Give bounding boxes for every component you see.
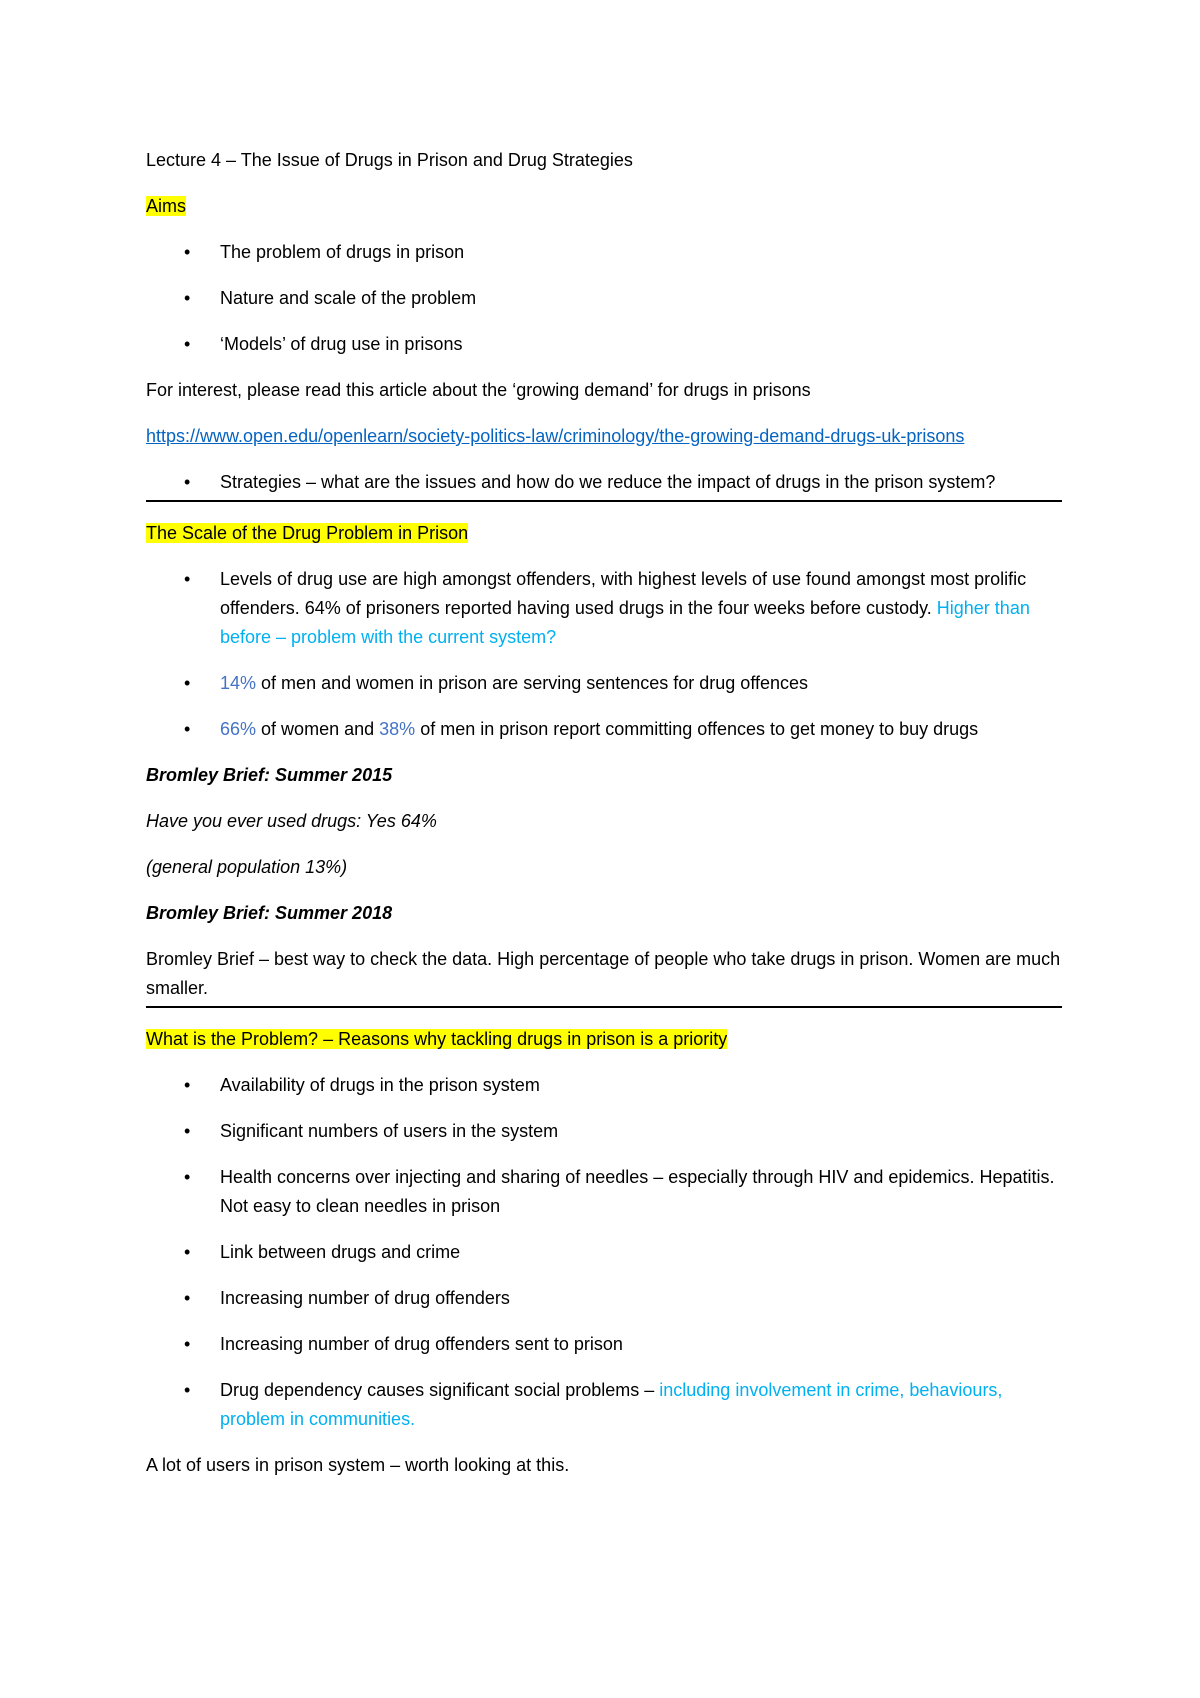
list-item: [146, 565, 1062, 652]
aims-heading: [146, 192, 1062, 221]
problem-list: [146, 1071, 1062, 1434]
scale-heading: [146, 519, 1062, 548]
article-link-paragraph: [146, 422, 1062, 451]
list-item: • ‘Models’ of drug use in prisons: [146, 330, 1062, 359]
list-item: • Increasing number of drug offenders: [146, 1284, 1062, 1313]
article-link[interactable]: https://www.open.edu/openlearn/society-politics-law/criminology/the-growing-demand-drugs-uk-prisons: [146, 426, 965, 446]
aims-list: [146, 238, 1062, 359]
lecture-title: Lecture 4 – The Issue of Drugs in Prison and Drug Strategies: [146, 150, 633, 170]
list-item: • The problem of drugs in prison: [146, 238, 1062, 267]
interest-note: For interest, please read this article about the ‘growing demand’ for drugs in prisons: [146, 380, 811, 400]
list-item: [146, 715, 1062, 744]
scale-item-text: of men in prison report committing offences to get money to buy drugs: [420, 719, 979, 739]
bromley-brief-note: Bromley Brief – best way to check the data. High percentage of people who take drugs in prison. Women are much smaller.: [146, 949, 1061, 998]
stat-value: 14%: [220, 673, 257, 693]
problem-heading: [146, 1025, 1062, 1054]
list-item: • Link between drugs and crime: [146, 1238, 1062, 1267]
stat-value-women: 66%: [220, 719, 257, 739]
scale-item-note: Higher than before – problem with the current system?: [220, 598, 1030, 647]
problem-item-text: Drug dependency causes significant social problems –: [220, 1380, 655, 1400]
section-divider: [146, 500, 1062, 502]
scale-heading-text: The Scale of the Drug Problem in Prison: [146, 523, 469, 543]
problem-item-note: including involvement in crime, behaviours, problem in communities.: [220, 1380, 1003, 1429]
stat-value-men: 38%: [379, 719, 416, 739]
list-item: • Increasing number of drug offenders sent to prison: [146, 1330, 1062, 1359]
strategies-list: [146, 468, 1062, 497]
list-item: [146, 1376, 1062, 1434]
list-item: • Nature and scale of the problem: [146, 284, 1062, 313]
list-item: • Health concerns over injecting and sharing of needles – especially through HIV and epidemics. Hepatitis. Not easy to clean needles in prison: [146, 1163, 1062, 1221]
ever-used-stat: Have you ever used drugs: Yes 64%: [146, 811, 437, 831]
general-population-stat: (general population 13%): [146, 857, 348, 877]
scale-item-text: Levels of drug use are high amongst offenders, with highest levels of use found amongst most prolific offenders. 64% of prisoners reported having used drugs in the four weeks before custody.: [220, 569, 1027, 618]
scale-item-text: of women and: [261, 719, 375, 739]
scale-item-text: of men and women in prison are serving sentences for drug offences: [261, 673, 809, 693]
aims-heading-text: Aims: [146, 196, 186, 216]
list-item: [146, 669, 1062, 698]
list-item: • Strategies – what are the issues and how do we reduce the impact of drugs in the prison system?: [146, 468, 1062, 497]
bromley-brief-2018: Bromley Brief: Summer 2018: [146, 903, 393, 923]
closing-note: A lot of users in prison system – worth looking at this.: [146, 1455, 570, 1475]
section-divider: [146, 1006, 1062, 1008]
problem-heading-text: What is the Problem? – Reasons why tackling drugs in prison is a priority: [146, 1029, 728, 1049]
bromley-brief-2015: Bromley Brief: Summer 2015: [146, 765, 393, 785]
list-item: • Significant numbers of users in the system: [146, 1117, 1062, 1146]
scale-list: [146, 565, 1062, 744]
document-page: [146, 146, 1062, 1497]
list-item: • Availability of drugs in the prison system: [146, 1071, 1062, 1100]
